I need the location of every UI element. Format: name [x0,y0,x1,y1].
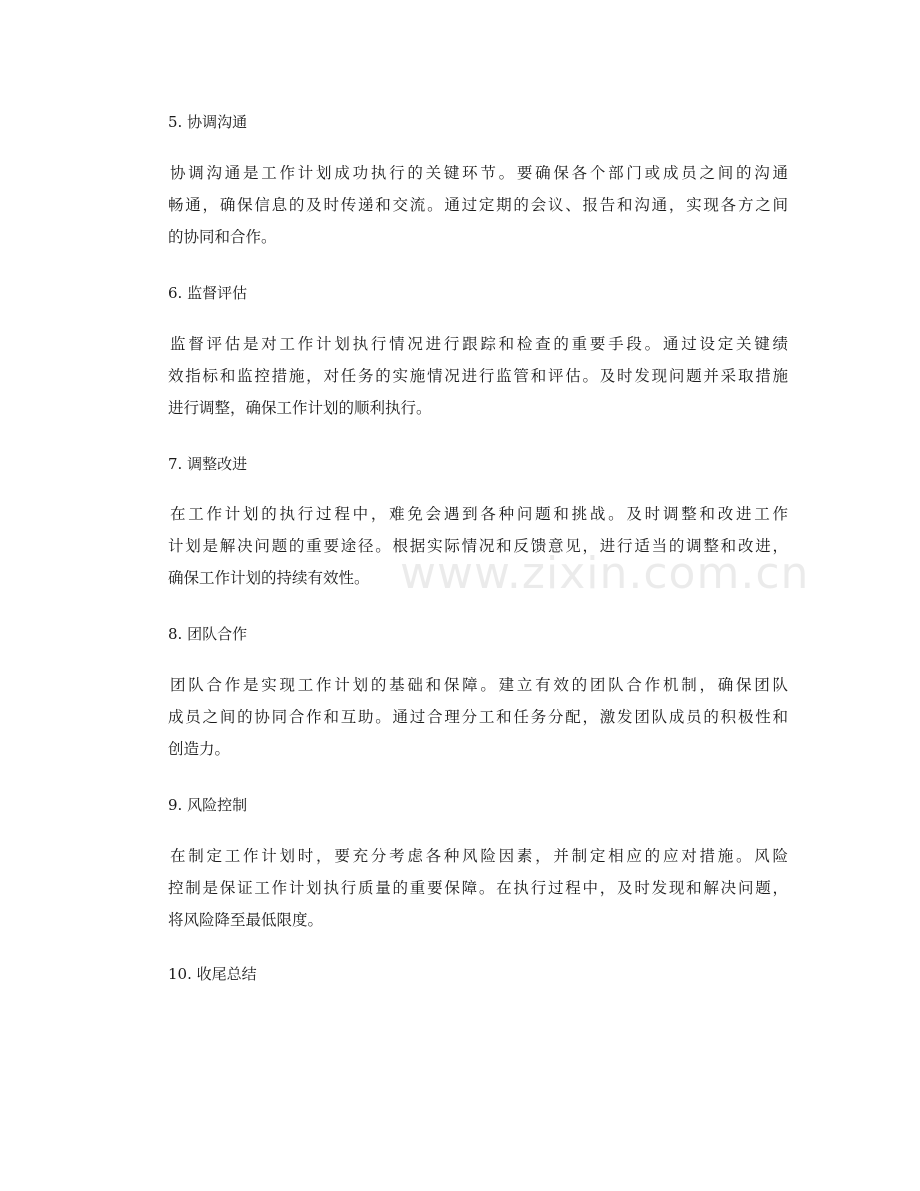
section-heading-8: 8. 团队合作 [168,625,248,643]
paragraph-line: 将风险降至最低限度。 [168,911,324,929]
paragraph-line: 协调沟通是工作计划成功执行的关键环节。要确保各个部门或成员之间的沟通 [170,164,788,182]
section-paragraph-7 [168,498,788,594]
paragraph-line: 在制定工作计划时，要充分考虑各种风险因素，并制定相应的应对措施。风险 [170,847,788,865]
paragraph-line: 在工作计划的执行过程中，难免会遇到各种问题和挑战。及时调整和改进工作 [170,505,788,523]
section-heading-9: 9. 风险控制 [168,796,248,814]
section-paragraph-6 [168,328,788,424]
section-paragraph-8 [168,669,788,765]
paragraph-line: 计划是解决问题的重要途径。根据实际情况和反馈意见，进行适当的调整和改进， [168,537,788,555]
paragraph-line: 团队合作是实现工作计划的基础和保障。建立有效的团队合作机制，确保团队 [170,676,788,694]
section-heading-7: 7. 调整改进 [168,455,248,473]
section-paragraph-9 [168,840,788,936]
paragraph-line: 确保工作计划的持续有效性。 [168,569,370,587]
section-heading-6: 6. 监督评估 [168,284,248,302]
paragraph-line: 成员之间的协同合作和互助。通过合理分工和任务分配，激发团队成员的积极性和 [168,708,788,726]
paragraph-line: 进行调整，确保工作计划的顺利执行。 [168,399,432,417]
section-heading-5: 5. 协调沟通 [168,113,248,131]
paragraph-line: 监督评估是对工作计划执行情况进行跟踪和检查的重要手段。通过设定关键绩 [170,335,788,353]
paragraph-line: 创造力。 [168,740,231,758]
watermark-text: www.zixin.com.cn [400,548,810,599]
paragraph-line: 效指标和监控措施，对任务的实施情况进行监管和评估。及时发现问题并采取措施 [168,367,788,385]
paragraph-line: 畅通，确保信息的及时传递和交流。通过定期的会议、报告和沟通，实现各方之间 [168,196,788,214]
paragraph-line: 的协同和合作。 [168,228,277,246]
paragraph-line: 控制是保证工作计划执行质量的重要保障。在执行过程中，及时发现和解决问题， [168,879,788,897]
section-heading-10: 10. 收尾总结 [168,965,257,983]
section-paragraph-5 [168,157,788,253]
